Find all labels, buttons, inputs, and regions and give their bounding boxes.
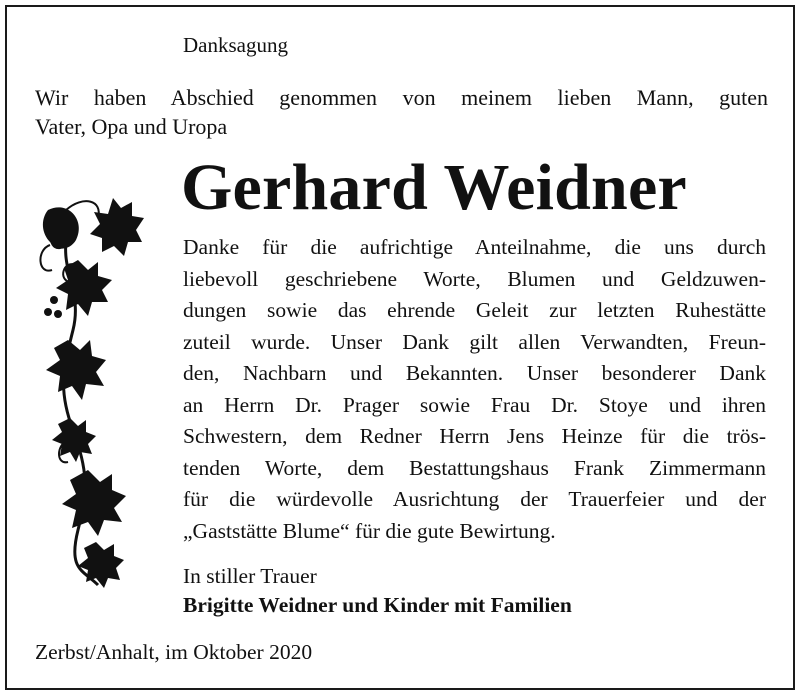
- body-line: den, Nachbarn und Bekannten. Unser besonderer Dank: [183, 361, 766, 385]
- mourning-line: In stiller Trauer: [183, 564, 317, 588]
- body-line: Schwestern, dem Redner Herrn Jens Heinze für die trös-: [183, 424, 766, 448]
- body-line: Danke für die aufrichtige Anteilnahme, die uns durch: [183, 235, 766, 259]
- intro-line-1: Wir haben Abschied genommen von meinem lieben Mann, guten: [35, 85, 768, 110]
- deceased-name: Gerhard Weidner: [181, 151, 687, 224]
- grapevine-icon: [28, 190, 148, 590]
- family-signature: Brigitte Weidner und Kinder mit Familien: [183, 593, 572, 617]
- body-text: [183, 232, 766, 547]
- place-date: Zerbst/Anhalt, im Oktober 2020: [35, 640, 313, 664]
- notice-heading: Danksagung: [183, 33, 288, 57]
- intro-text: [35, 83, 768, 141]
- body-line: zuteil wurde. Unser Dank gilt allen Verwandten, Freun-: [183, 329, 766, 354]
- body-line: „Gaststätte Blume“ für die gute Bewirtung.: [183, 518, 556, 543]
- body-line: dungen sowie das ehrende Geleit zur letzten Ruhestätte: [183, 298, 766, 322]
- body-line: tenden Worte, dem Bestattungshaus Frank Zimmermann: [183, 455, 766, 480]
- body-line: liebevoll geschriebene Worte, Blumen und Geldzuwen-: [183, 266, 766, 291]
- body-line: für die würdevolle Ausrichtung der Trauerfeier und der: [183, 487, 766, 511]
- body-line: an Herrn Dr. Prager sowie Frau Dr. Stoye und ihren: [183, 392, 766, 417]
- intro-line-2: Vater, Opa und Uropa: [35, 114, 228, 139]
